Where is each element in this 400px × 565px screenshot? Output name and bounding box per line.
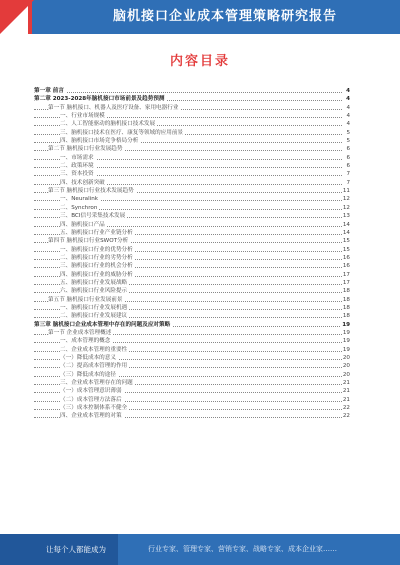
toc-entry-page: 20 <box>342 363 350 370</box>
toc-entry[interactable] <box>34 412 350 420</box>
toc-entry-title: 二、脑机接口行业发展建议 <box>60 313 128 320</box>
toc-entry-title: 四、脑机接口市场竞争格局分析 <box>60 138 139 145</box>
toc-entry-page: 6 <box>346 146 350 153</box>
toc-entry[interactable] <box>34 112 350 120</box>
toc-entry-title: 第一节 脑机接口、机器人及医疗设备、家用电器行业 <box>48 104 179 111</box>
toc-entry-page: 18 <box>342 288 350 295</box>
toc-entry-title: （三）成本控制体系不健全 <box>60 405 128 412</box>
toc-entry-title: 三、脑机接口行业的机会分析 <box>60 263 133 270</box>
toc-entry-title: 二、企业成本管理的重要性 <box>60 346 128 353</box>
toc-entry[interactable] <box>34 362 350 370</box>
toc-entry[interactable] <box>34 179 350 187</box>
toc-entry[interactable] <box>34 262 350 270</box>
toc-entry-page: 5 <box>346 138 350 145</box>
toc-entry[interactable] <box>34 387 350 395</box>
toc-entry-title: 三、资本投资 <box>60 171 94 178</box>
toc-entry[interactable] <box>34 229 350 237</box>
toc-entry-page: 21 <box>342 380 350 387</box>
document-title: 脑机接口企业成本管理策略研究报告 <box>112 9 337 24</box>
toc-entry-title: 五、脑机接口行业发展战略 <box>60 279 128 286</box>
toc-entry-title: （三）降低成本的途径 <box>60 371 116 378</box>
toc-entry[interactable] <box>34 271 350 279</box>
toc-entry[interactable] <box>34 221 350 229</box>
toc-entry-title: 三、脑机接口技术在医疗、康复等领域的应用前景 <box>60 129 184 136</box>
toc-entry-page: 18 <box>342 313 350 320</box>
toc-entry-title: 二、脑机接口行业的劣势分析 <box>60 254 133 261</box>
toc-entry[interactable] <box>34 379 350 387</box>
toc-entry[interactable] <box>34 337 350 345</box>
toc-entry-page: 4 <box>346 121 350 128</box>
toc-entry[interactable] <box>34 371 350 379</box>
toc-entry-page: 4 <box>346 113 350 120</box>
toc-entry-page: 15 <box>342 246 350 253</box>
toc-entry[interactable] <box>34 296 350 304</box>
toc-entry-page: 15 <box>342 238 350 245</box>
toc-entry-page: 17 <box>342 271 350 278</box>
toc-entry[interactable] <box>34 104 350 112</box>
toc-entry-title: 四、技术创新突破 <box>60 179 105 186</box>
toc-entry-page: 18 <box>342 304 350 311</box>
toc-entry-page: 13 <box>342 213 350 220</box>
footer-tagline: 行业专家、管理专家、营销专家、战略专家、成本企业家…… <box>148 545 337 553</box>
footer-slogan: 让每个人都能成为 <box>46 545 106 554</box>
toc-entry[interactable] <box>34 396 350 404</box>
toc-entry-title: 五、脑机接口行业产业链分析 <box>60 229 133 236</box>
toc-entry[interactable] <box>34 404 350 412</box>
toc-entry-page: 14 <box>342 221 350 228</box>
toc-entry-title: （一）降低成本的意义 <box>60 355 116 361</box>
toc-entry[interactable] <box>34 287 350 295</box>
toc-entry-page: 19 <box>342 338 350 345</box>
toc-entry[interactable] <box>34 312 350 320</box>
toc-entry[interactable] <box>34 354 350 362</box>
toc-entry-title: 二、政策环境 <box>60 163 94 170</box>
toc-entry-title: 一、市场需求 <box>60 154 94 161</box>
toc-entry-page: 12 <box>342 196 350 203</box>
toc-entry[interactable] <box>34 162 350 170</box>
toc-entry-page: 12 <box>342 204 350 211</box>
toc-entry-page: 19 <box>342 346 350 353</box>
toc-entry-title: （二）成本管理方法落后 <box>60 396 122 403</box>
toc-entry[interactable] <box>34 187 350 195</box>
toc-entry-title: 一、行业市场规模 <box>60 113 105 120</box>
toc-entry-title: 一、Neuralink <box>60 196 98 203</box>
toc-entry-page: 17 <box>342 279 350 286</box>
toc-entry[interactable] <box>34 137 350 145</box>
toc-entry-page: 7 <box>346 171 350 178</box>
toc-entry-page: 7 <box>346 179 350 186</box>
toc-entry[interactable] <box>34 145 350 153</box>
toc-entry-page: 21 <box>342 396 350 403</box>
toc-entry-title: 二、人工智能驱动的脑机接口技术发展 <box>60 121 156 128</box>
toc-entry[interactable] <box>34 304 350 312</box>
toc-entry[interactable] <box>34 120 350 128</box>
toc-entry-title: 四、企业成本管理的对策 <box>60 413 122 420</box>
toc-entry-page: 4 <box>346 96 350 103</box>
toc-entry-page: 19 <box>342 321 350 328</box>
toc-entry-title: 第二节 脑机接口行业发展趋势 <box>48 146 123 153</box>
toc-entry-page: 20 <box>342 371 350 378</box>
toc-entry-title: （一）成本管理意识薄弱 <box>60 388 122 395</box>
toc-entry[interactable] <box>34 154 350 162</box>
toc-entry-title: 二、Synchron <box>60 204 98 211</box>
table-of-contents <box>34 87 350 421</box>
footer-banner <box>0 534 400 565</box>
toc-entry-page: 19 <box>342 329 350 336</box>
toc-entry-title: 一、脑机接口行业的优势分析 <box>60 246 133 253</box>
toc-entry-title: 一、脑机接口行业发展机遇 <box>60 304 128 311</box>
toc-entry[interactable] <box>34 246 350 254</box>
toc-entry-page: 22 <box>342 413 350 420</box>
toc-entry[interactable] <box>34 237 350 245</box>
toc-entry-page: 5 <box>346 129 350 136</box>
toc-entry[interactable] <box>34 129 350 137</box>
toc-entry-title: 第五节 脑机接口行业发展前景 <box>48 296 123 303</box>
toc-entry-page: 6 <box>346 163 350 170</box>
toc-entry-page: 6 <box>346 154 350 161</box>
toc-heading: 内容目录 <box>169 54 230 69</box>
header-red-stripe <box>28 0 32 34</box>
toc-entry-title: 三、企业成本管理存在的问题 <box>60 380 133 387</box>
toc-entry-page: 14 <box>342 229 350 236</box>
header-banner <box>0 0 400 34</box>
toc-entry-page: 20 <box>342 355 350 361</box>
toc-entry[interactable] <box>34 254 350 262</box>
toc-leader-dots <box>34 92 342 93</box>
toc-entry-title: 三、BCI信号采集技术发展 <box>60 213 126 220</box>
toc-entry-title: 四、脑机接口行业的威胁分析 <box>60 271 133 278</box>
toc-entry-page: 18 <box>342 296 350 303</box>
toc-entry[interactable] <box>34 204 350 212</box>
toc-entry[interactable] <box>34 212 350 220</box>
toc-entry-title: 六、脑机接口行业风险提示 <box>60 288 128 295</box>
toc-entry[interactable] <box>34 346 350 354</box>
toc-entry-title: 四、脑机接口产品 <box>60 221 105 228</box>
toc-entry[interactable] <box>34 170 350 178</box>
toc-entry-page: 4 <box>346 104 350 111</box>
toc-entry[interactable] <box>34 195 350 203</box>
toc-entry-title: 第四节 脑机接口行业SWOT分析 <box>48 238 129 245</box>
toc-entry-page: 11 <box>342 188 350 195</box>
toc-entry-title: 一、成本管理的概念 <box>60 338 111 345</box>
toc-entry-title: （二）提高成本管理的作用 <box>60 363 128 370</box>
toc-entry[interactable] <box>34 95 350 103</box>
toc-entry-title: 第二章 2023-2028年脑机接口市场前景及趋势预测 <box>34 96 165 103</box>
toc-entry[interactable] <box>34 279 350 287</box>
toc-entry-page: 16 <box>342 254 350 261</box>
toc-entry[interactable] <box>34 329 350 337</box>
toc-entry[interactable] <box>34 321 350 329</box>
toc-entry-page: 21 <box>342 388 350 395</box>
toc-entry[interactable] <box>34 87 350 95</box>
toc-entry-title: 第一节 企业成本管理概述 <box>48 329 112 336</box>
toc-entry-page: 22 <box>342 405 350 412</box>
toc-entry-page: 16 <box>342 263 350 270</box>
toc-entry-title: 第三节 脑机接口行业技术发展趋势 <box>48 188 134 195</box>
toc-entry-title: 第三章 脑机接口企业成本管理中存在的问题及应对策略 <box>34 321 171 328</box>
toc-entry-page: 4 <box>346 88 350 94</box>
toc-entry-title: 第一章 前言 <box>34 88 64 94</box>
